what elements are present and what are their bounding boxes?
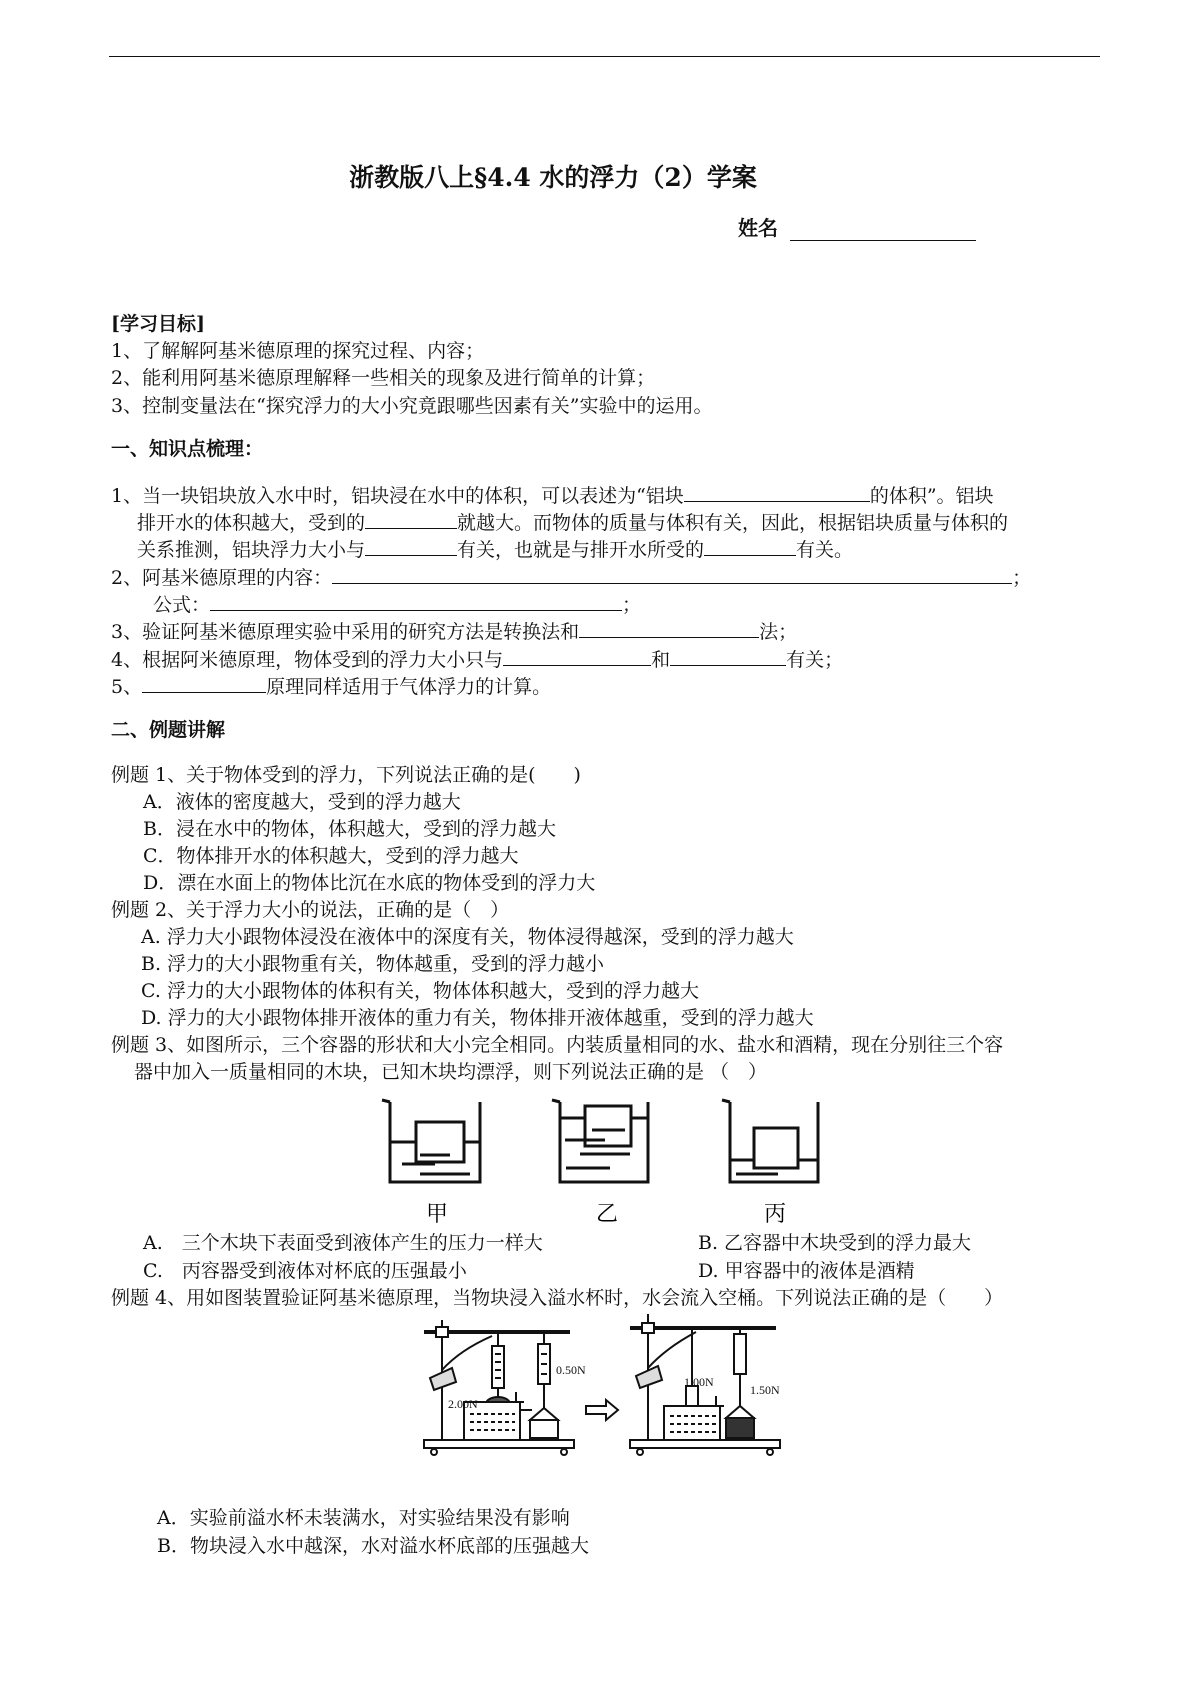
objective-item: 3、控制变量法在“探究浮力的大小究竟跟哪些因素有关”实验中的运用。	[111, 395, 713, 417]
ex1-stem: 例题 1、关于物体受到的浮力，下列说法正确的是( )	[111, 764, 581, 786]
label-yi: 乙	[596, 1202, 619, 1227]
ex1-option-b[interactable]: B．浸在水中的物体，体积越大，受到的浮力越大	[143, 818, 556, 840]
ex1-option-d[interactable]: D．漂在水面上的物体比沉在水底的物体受到的浮力大	[143, 872, 596, 894]
blank[interactable]	[704, 535, 796, 556]
q5-line: 5、 原理同样适用于气体浮力的计算。	[111, 672, 551, 700]
label-bing: 丙	[764, 1202, 787, 1227]
ex3-stem-1: 例题 3、如图所示，三个容器的形状和大小完全相同。内装质量相同的水、盐水和酒精，现在分别往三个容	[111, 1034, 1004, 1056]
section2-heading: 二、例题讲解	[111, 719, 226, 741]
q3-line: 3、验证阿基米德原理实验中采用的研究方法是转换法和 法；	[111, 617, 797, 645]
q1-line3: 关系推测，铝块浮力大小与 有关，也就是与排开水所受的 有关。	[137, 535, 853, 563]
ex2-option-a[interactable]: A. 浮力大小跟物体浸没在液体中的深度有关，物体浸得越深，受到的浮力越大	[141, 926, 794, 948]
label-jia: 甲	[426, 1202, 449, 1227]
q2-line2: 公式： ；	[153, 590, 641, 618]
ex4-stem: 例题 4、用如图装置验证阿基米德原理，当物块浸入溢水杯时，水会流入空桶。下列说法正确的是（ ）	[111, 1287, 1004, 1309]
section1-heading: 一、知识点梳理：	[111, 438, 264, 460]
reading-after-right: 1.50N	[750, 1383, 780, 1397]
ex3-option-d[interactable]: D. 甲容器中的液体是酒精	[698, 1260, 915, 1282]
reading-before-left: 2.00N	[448, 1397, 478, 1411]
blank[interactable]	[684, 481, 870, 502]
objectives-heading: [学习目标]	[111, 313, 205, 335]
blank[interactable]	[142, 672, 266, 693]
ex2-option-c[interactable]: C. 浮力的大小跟物体的体积有关，物体体积越大，受到的浮力越大	[141, 980, 699, 1002]
ex1-option-a[interactable]: A．液体的密度越大，受到的浮力越大	[143, 791, 461, 813]
container-yi	[552, 1100, 648, 1182]
ex2-option-b[interactable]: B. 浮力的大小跟物重有关，物体越重，受到的浮力越小	[141, 953, 605, 975]
reading-before-right: 0.50N	[556, 1363, 586, 1377]
apparatus-before	[424, 1320, 574, 1455]
name-field	[738, 212, 976, 241]
ex3-option-a[interactable]: A. 三个木块下表面受到液体产生的压力一样大	[143, 1232, 543, 1254]
blank[interactable]	[503, 645, 651, 666]
ex4-option-b[interactable]: B．物块浸入水中越深，水对溢水杯底部的压强越大	[157, 1535, 589, 1557]
reading-after-left: 1.00N	[684, 1375, 714, 1389]
objective-item: 2、能利用阿基米德原理解释一些相关的现象及进行简单的计算；	[111, 367, 656, 389]
name-blank[interactable]	[790, 218, 976, 241]
name-label: 姓名	[738, 216, 778, 240]
ex4-apparatus-figure	[420, 1310, 790, 1460]
ex2-option-d[interactable]: D. 浮力的大小跟物体排开液体的重力有关，物体排开液体越重，受到的浮力越大	[141, 1007, 814, 1029]
ex3-option-c[interactable]: C. 丙容器受到液体对杯底的压强最小	[143, 1260, 467, 1282]
page-title: 浙教版八上§4.4 水的浮力（2）学案	[349, 163, 757, 192]
container-jia	[382, 1100, 480, 1182]
q4-line: 4、根据阿米德原理，物体受到的浮力大小只与 和 有关；	[111, 645, 843, 673]
header-rule	[109, 56, 1100, 57]
ex4-option-a[interactable]: A．实验前溢水杯未装满水，对实验结果没有影响	[157, 1507, 570, 1529]
ex2-stem: 例题 2、关于浮力大小的说法，正确的是（ ）	[111, 899, 510, 921]
container-bing	[722, 1100, 818, 1182]
blank[interactable]	[670, 645, 786, 666]
blank[interactable]	[579, 617, 759, 638]
blank[interactable]	[332, 563, 1012, 584]
objective-item: 1、了解解阿基米德原理的探究过程、内容；	[111, 340, 485, 362]
blank[interactable]	[365, 508, 457, 529]
q1-line1: 1、当一块铝块放入水中时，铝块浸在水中的体积，可以表述为“铝块 的体积”。铝块	[111, 481, 994, 509]
q1-line2: 排开水的体积越大，受到的 就越大。而物体的质量与体积有关，因此，根据铝块质量与体积的	[137, 508, 1008, 536]
blank[interactable]	[210, 590, 622, 611]
q2-line1: 2、阿基米德原理的内容： ；	[111, 563, 1031, 591]
ex3-containers-figure	[380, 1092, 840, 1227]
ex3-option-b[interactable]: B. 乙容器中木块受到的浮力最大	[698, 1232, 972, 1254]
blank[interactable]	[365, 535, 457, 556]
ex3-stem-2: 器中加入一质量相同的木块，已知木块均漂浮，则下列说法正确的是 （ ）	[134, 1061, 768, 1083]
ex1-option-c[interactable]: C．物体排开水的体积越大，受到的浮力越大	[143, 845, 519, 867]
